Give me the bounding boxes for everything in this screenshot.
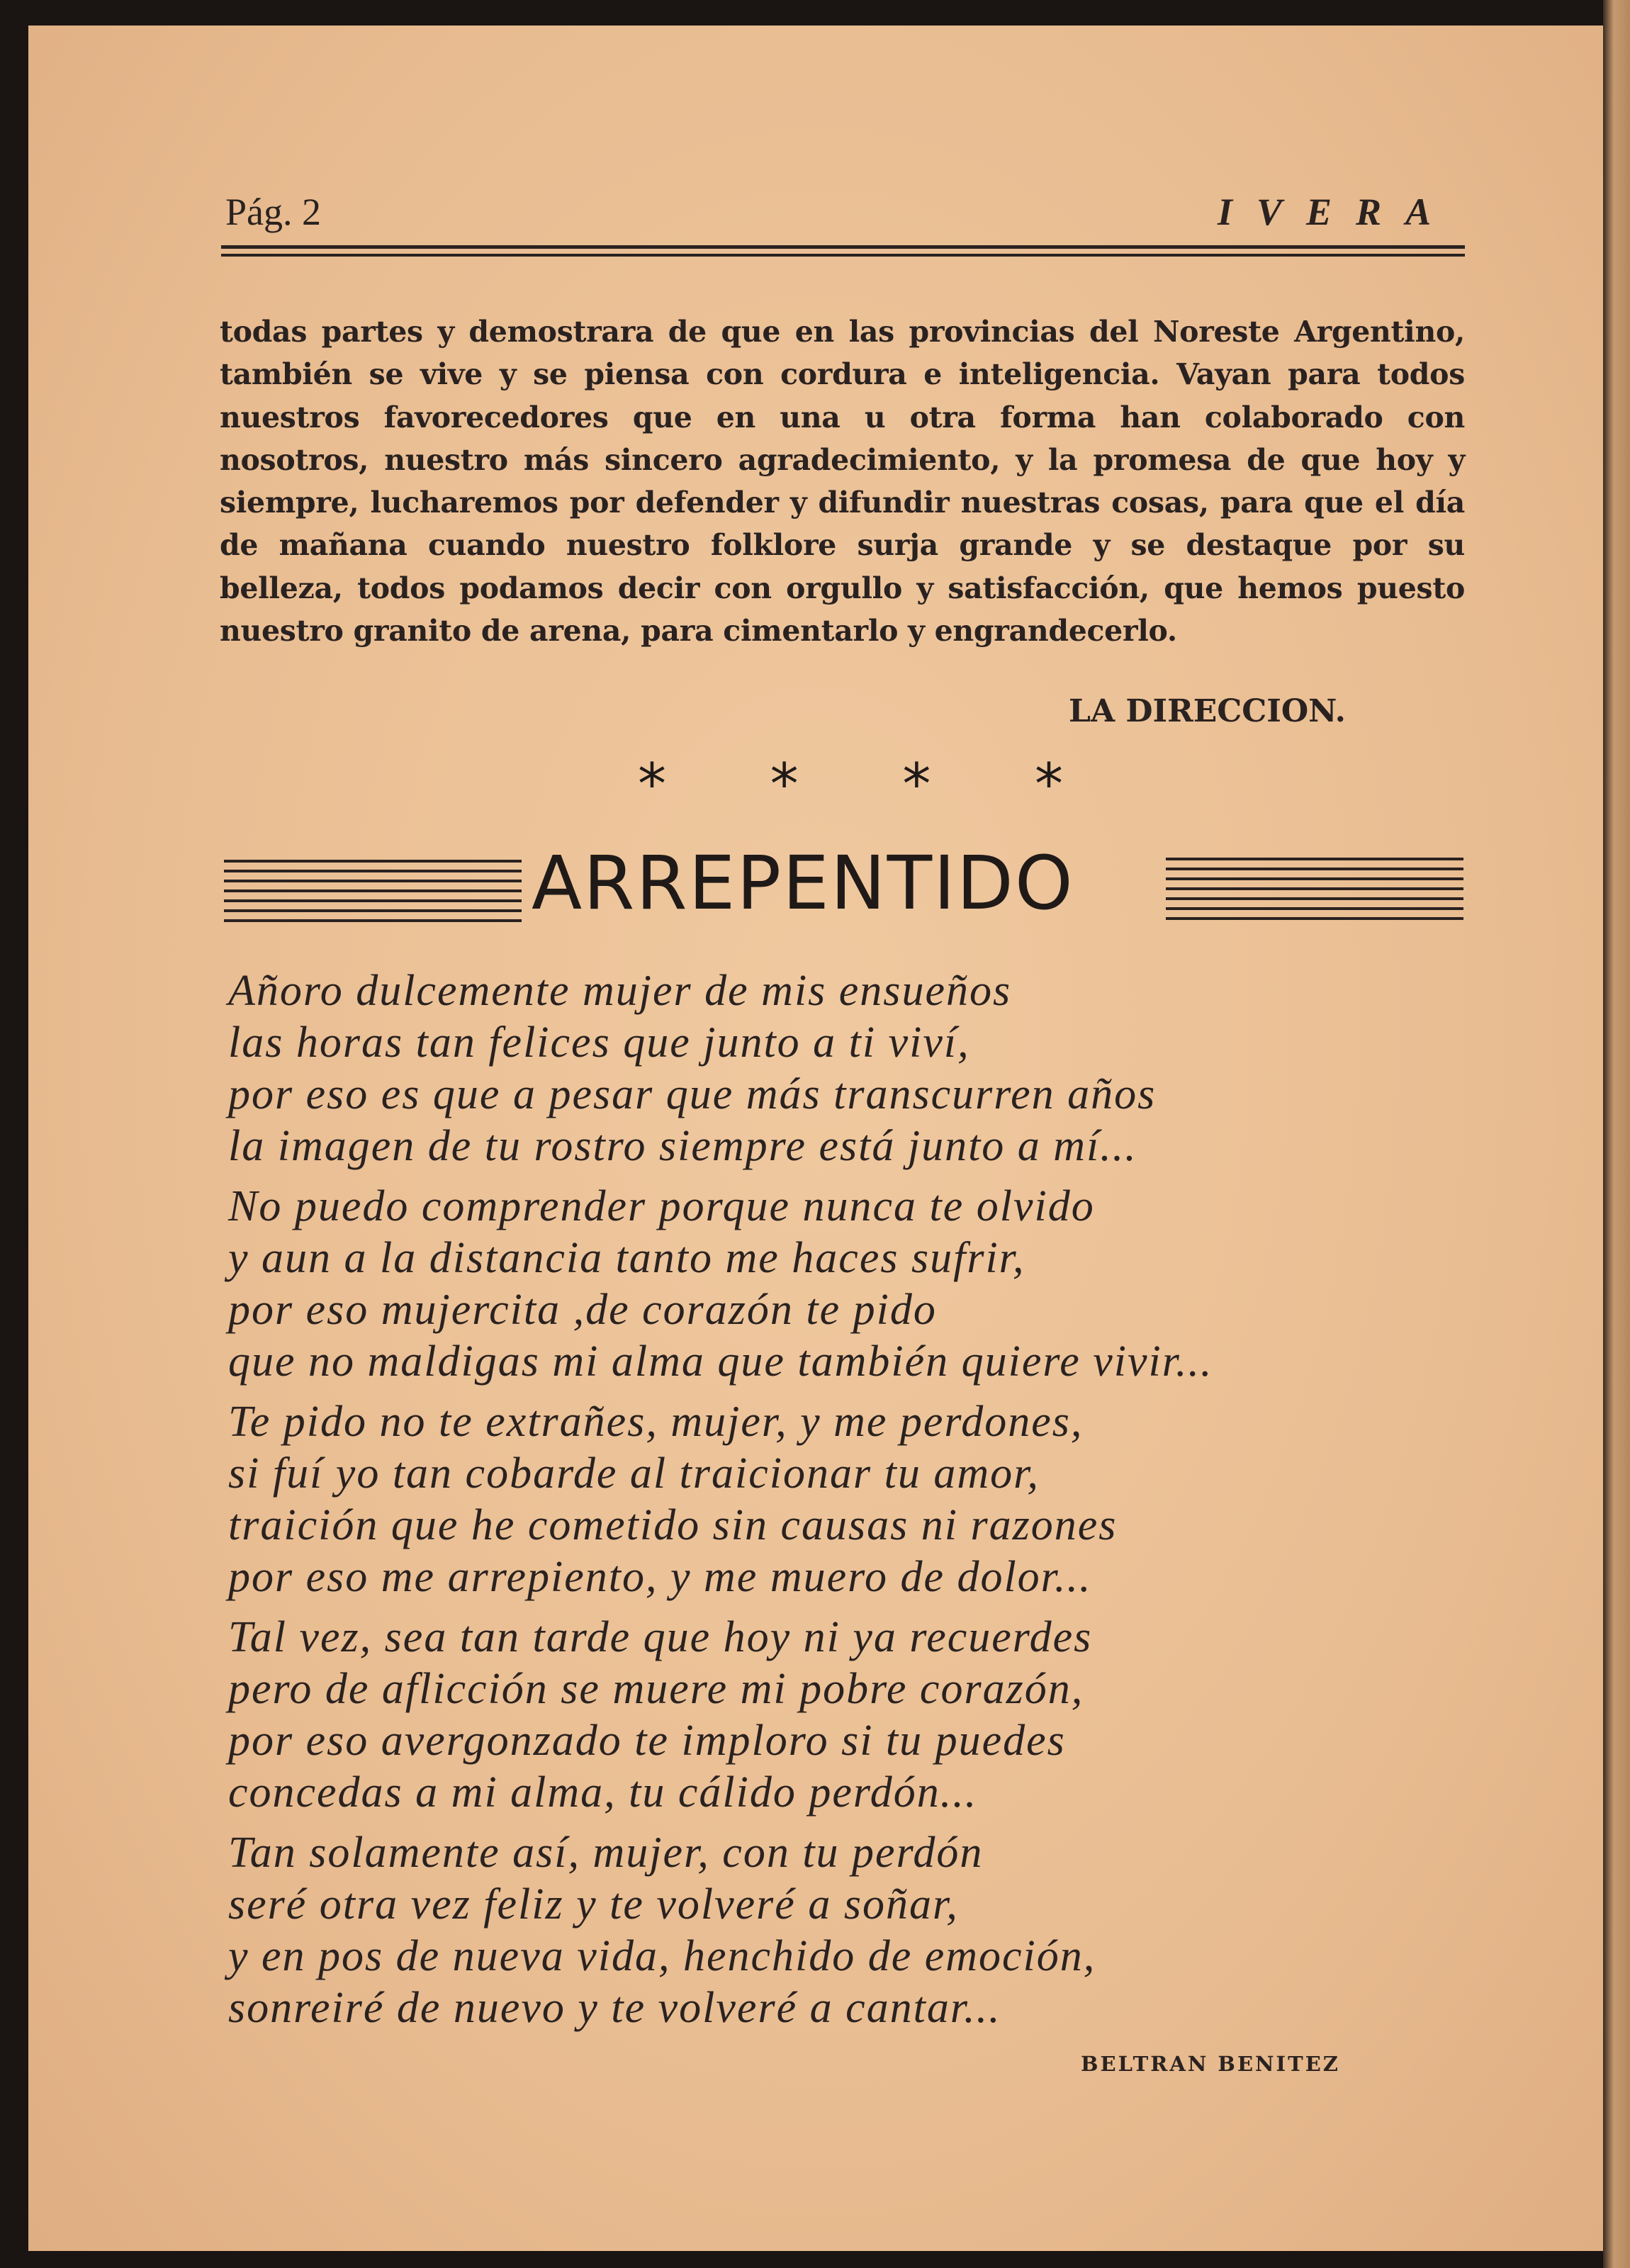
intro-signature: LA DIRECCION. bbox=[1069, 693, 1346, 729]
verse: por eso mujercita ,de corazón te pido bbox=[228, 1286, 937, 1334]
page-edge bbox=[1603, 0, 1630, 2268]
verse: por eso es que a pesar que más transcurren años bbox=[228, 1070, 1157, 1118]
verse: Te pido no te extrañes, mujer, y me perdones, bbox=[228, 1398, 1084, 1446]
header-rule bbox=[221, 245, 1465, 249]
verse: que no maldigas mi alma que también quiere vivir... bbox=[228, 1337, 1213, 1386]
stanza bbox=[228, 1827, 1213, 2034]
header-rule bbox=[221, 254, 1465, 257]
star: * bbox=[902, 751, 931, 817]
verse: seré otra vez feliz y te volveré a soñar, bbox=[228, 1880, 959, 1929]
verse: y aun a la distancia tanto me haces sufrir, bbox=[228, 1234, 1025, 1282]
separator-stars bbox=[638, 751, 1063, 817]
page-number: Pág. 2 bbox=[225, 191, 321, 233]
star: * bbox=[638, 751, 666, 817]
stanza bbox=[228, 965, 1213, 1172]
intro-paragraph: todas partes y demostrara de que en las provincias del Noreste Argentino, también se vive y se piensa con cordura e inteligencia. Vayan para todos nuestros favorecedores que en una u otra forma han colaborado con nosotros, nuestro más sincero agradecimiento, y la promesa de que hoy y siempre, lucharemos por defender y difundir nuestras cosas, para que el día de mañana cuando nuestro folklore surja grande y se destaque por su belleza, todos podamos decir con orgullo y satisfacción, que hemos puesto nuestro granito de arena, para cimentarlo y engrandecerlo. bbox=[220, 315, 1465, 649]
title-ornament-left bbox=[224, 860, 522, 929]
title-ornament-right bbox=[1166, 858, 1463, 927]
verse: por eso me arrepiento, y me muero de dolor... bbox=[228, 1553, 1092, 1601]
verse: las horas tan felices que junto a ti viví, bbox=[228, 1018, 970, 1067]
magazine-title: IVERA bbox=[1218, 191, 1456, 233]
poem-title: ARREPENTIDO bbox=[532, 840, 1074, 926]
verse: Tan solamente así, mujer, con tu perdón bbox=[228, 1829, 984, 1877]
verse: la imagen de tu rostro siempre está junto a mí... bbox=[228, 1122, 1137, 1170]
verse: pero de aflicción se muere mi pobre corazón, bbox=[228, 1665, 1084, 1713]
stanza bbox=[228, 1612, 1213, 1819]
stanza bbox=[228, 1181, 1213, 1388]
verse: Tal vez, sea tan tarde que hoy ni ya recuerdes bbox=[228, 1613, 1093, 1661]
verse: y en pos de nueva vida, henchido de emoción, bbox=[228, 1932, 1096, 1980]
verse: por eso avergonzado te imploro si tu puedes bbox=[228, 1717, 1066, 1765]
star: * bbox=[770, 751, 799, 817]
verse: traición que he cometido sin causas ni razones bbox=[228, 1501, 1118, 1549]
star: * bbox=[1034, 751, 1063, 817]
stanza bbox=[228, 1396, 1213, 1603]
verse: si fuí yo tan cobarde al traicionar tu amor, bbox=[228, 1449, 1040, 1498]
verse: No puedo comprender porque nunca te olvido bbox=[228, 1182, 1095, 1230]
poem-body bbox=[228, 965, 1213, 2043]
verse: Añoro dulcemente mujer de mis ensueños bbox=[228, 967, 1012, 1015]
verse: sonreiré de nuevo y te volveré a cantar... bbox=[228, 1984, 1001, 2032]
verse: concedas a mi alma, tu cálido perdón... bbox=[228, 1768, 978, 1817]
poem-author: BELTRAN BENITEZ bbox=[1081, 2052, 1340, 2076]
